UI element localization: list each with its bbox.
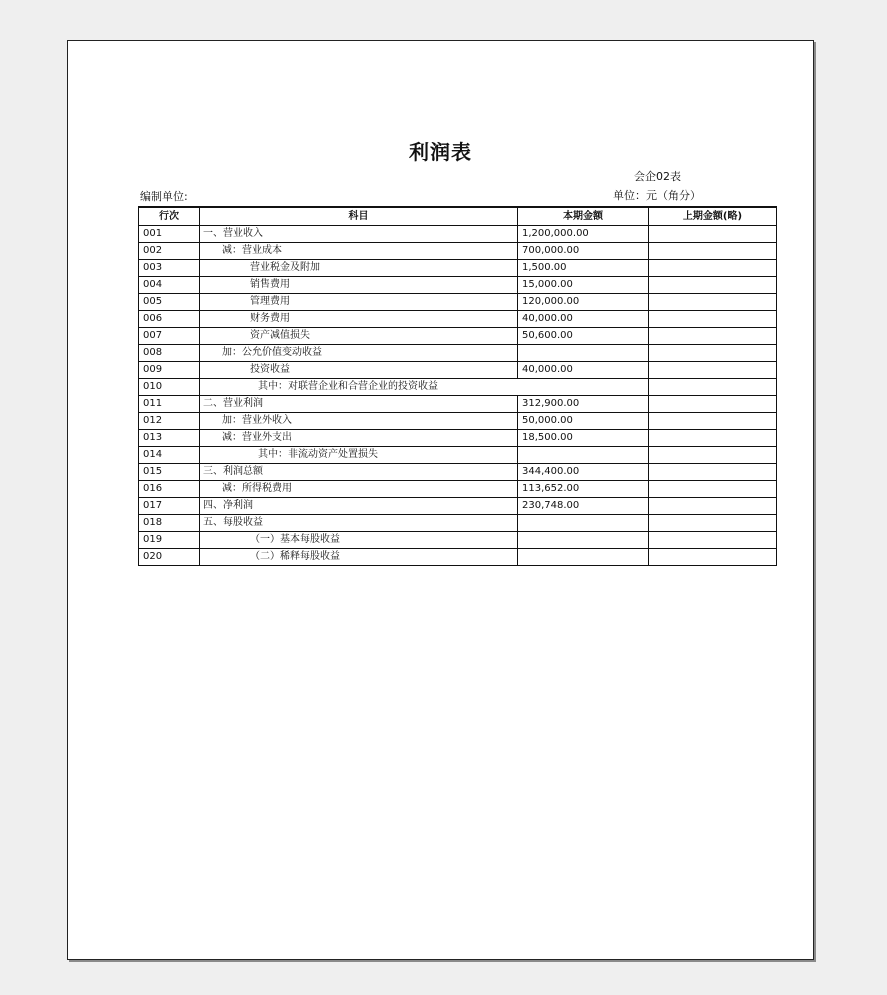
row-current-amount (518, 515, 649, 532)
row-number: 011 (139, 396, 200, 413)
table-row (139, 549, 777, 566)
header-previous-amount: 上期金额(略) (649, 207, 777, 226)
row-current-amount: 312,900.00 (518, 396, 649, 413)
row-item: 其中：对联营企业和合营企业的投资收益 (200, 379, 518, 396)
row-item: 四、净利润 (200, 498, 518, 515)
row-number: 001 (139, 226, 200, 243)
row-number: 013 (139, 430, 200, 447)
row-current-amount (518, 379, 649, 396)
row-current-amount: 50,600.00 (518, 328, 649, 345)
row-current-amount: 40,000.00 (518, 311, 649, 328)
table-row (139, 362, 777, 379)
row-number: 008 (139, 345, 200, 362)
table-row (139, 345, 777, 362)
table-row (139, 447, 777, 464)
row-previous-amount (649, 396, 777, 413)
row-current-amount: 120,000.00 (518, 294, 649, 311)
table-row (139, 243, 777, 260)
table-row (139, 396, 777, 413)
row-item: （一）基本每股收益 (200, 532, 518, 549)
row-item: 加：营业外收入 (200, 413, 518, 430)
row-previous-amount (649, 464, 777, 481)
table-row (139, 277, 777, 294)
row-previous-amount (649, 260, 777, 277)
row-item: 加：公允价值变动收益 (200, 345, 518, 362)
row-item: 一、营业收入 (200, 226, 518, 243)
table-row (139, 328, 777, 345)
row-item: 销售费用 (200, 277, 518, 294)
row-number: 007 (139, 328, 200, 345)
table-row (139, 515, 777, 532)
unit-label: 单位：元（角分） (613, 189, 701, 202)
row-number: 012 (139, 413, 200, 430)
row-item: 五、每股收益 (200, 515, 518, 532)
row-item: 减：所得税费用 (200, 481, 518, 498)
row-number: 002 (139, 243, 200, 260)
row-previous-amount (649, 481, 777, 498)
row-item: 减：营业外支出 (200, 430, 518, 447)
row-current-amount: 230,748.00 (518, 498, 649, 515)
row-previous-amount (649, 379, 777, 396)
row-current-amount (518, 532, 649, 549)
row-current-amount: 113,652.00 (518, 481, 649, 498)
row-number: 004 (139, 277, 200, 294)
row-number: 009 (139, 362, 200, 379)
row-number: 019 (139, 532, 200, 549)
row-number: 014 (139, 447, 200, 464)
row-item: 投资收益 (200, 362, 518, 379)
row-number: 017 (139, 498, 200, 515)
header-row-number: 行次 (139, 207, 200, 226)
row-previous-amount (649, 549, 777, 566)
document-title: 利润表 (409, 140, 472, 164)
row-current-amount (518, 345, 649, 362)
row-number: 016 (139, 481, 200, 498)
row-current-amount: 344,400.00 (518, 464, 649, 481)
table-row (139, 413, 777, 430)
row-number: 005 (139, 294, 200, 311)
header-current-amount: 本期金额 (518, 207, 649, 226)
row-item: 资产减值损失 (200, 328, 518, 345)
row-previous-amount (649, 294, 777, 311)
table-row (139, 498, 777, 515)
row-previous-amount (649, 311, 777, 328)
row-current-amount (518, 549, 649, 566)
row-number: 018 (139, 515, 200, 532)
company-label: 编制单位: (140, 190, 188, 203)
row-previous-amount (649, 532, 777, 549)
table-row (139, 379, 777, 396)
row-previous-amount (649, 430, 777, 447)
row-item: 二、营业利润 (200, 396, 518, 413)
row-current-amount: 50,000.00 (518, 413, 649, 430)
row-number: 020 (139, 549, 200, 566)
document-page (67, 40, 814, 960)
row-previous-amount (649, 328, 777, 345)
row-current-amount (518, 447, 649, 464)
row-previous-amount (649, 515, 777, 532)
row-previous-amount (649, 498, 777, 515)
row-item: 三、利润总额 (200, 464, 518, 481)
row-previous-amount (649, 362, 777, 379)
table-row (139, 532, 777, 549)
table-row (139, 294, 777, 311)
row-item: 营业税金及附加 (200, 260, 518, 277)
row-number: 006 (139, 311, 200, 328)
table-row (139, 430, 777, 447)
income-statement-table (138, 206, 777, 566)
row-previous-amount (649, 345, 777, 362)
table-row (139, 311, 777, 328)
form-number: 会企02表 (634, 170, 681, 183)
row-item: 减：营业成本 (200, 243, 518, 260)
row-current-amount: 15,000.00 (518, 277, 649, 294)
row-previous-amount (649, 226, 777, 243)
row-item: 管理费用 (200, 294, 518, 311)
row-number: 010 (139, 379, 200, 396)
row-current-amount: 18,500.00 (518, 430, 649, 447)
row-current-amount: 40,000.00 (518, 362, 649, 379)
row-previous-amount (649, 277, 777, 294)
row-item: 财务费用 (200, 311, 518, 328)
row-previous-amount (649, 243, 777, 260)
row-previous-amount (649, 447, 777, 464)
row-current-amount: 1,500.00 (518, 260, 649, 277)
table-row (139, 226, 777, 243)
table-header-row (139, 207, 777, 226)
table-row (139, 260, 777, 277)
row-previous-amount (649, 413, 777, 430)
table-row (139, 481, 777, 498)
row-item: （二）稀释每股收益 (200, 549, 518, 566)
header-item: 科目 (200, 207, 518, 226)
row-number: 015 (139, 464, 200, 481)
row-item: 其中：非流动资产处置损失 (200, 447, 518, 464)
row-number: 003 (139, 260, 200, 277)
row-current-amount: 1,200,000.00 (518, 226, 649, 243)
row-current-amount: 700,000.00 (518, 243, 649, 260)
table-row (139, 464, 777, 481)
